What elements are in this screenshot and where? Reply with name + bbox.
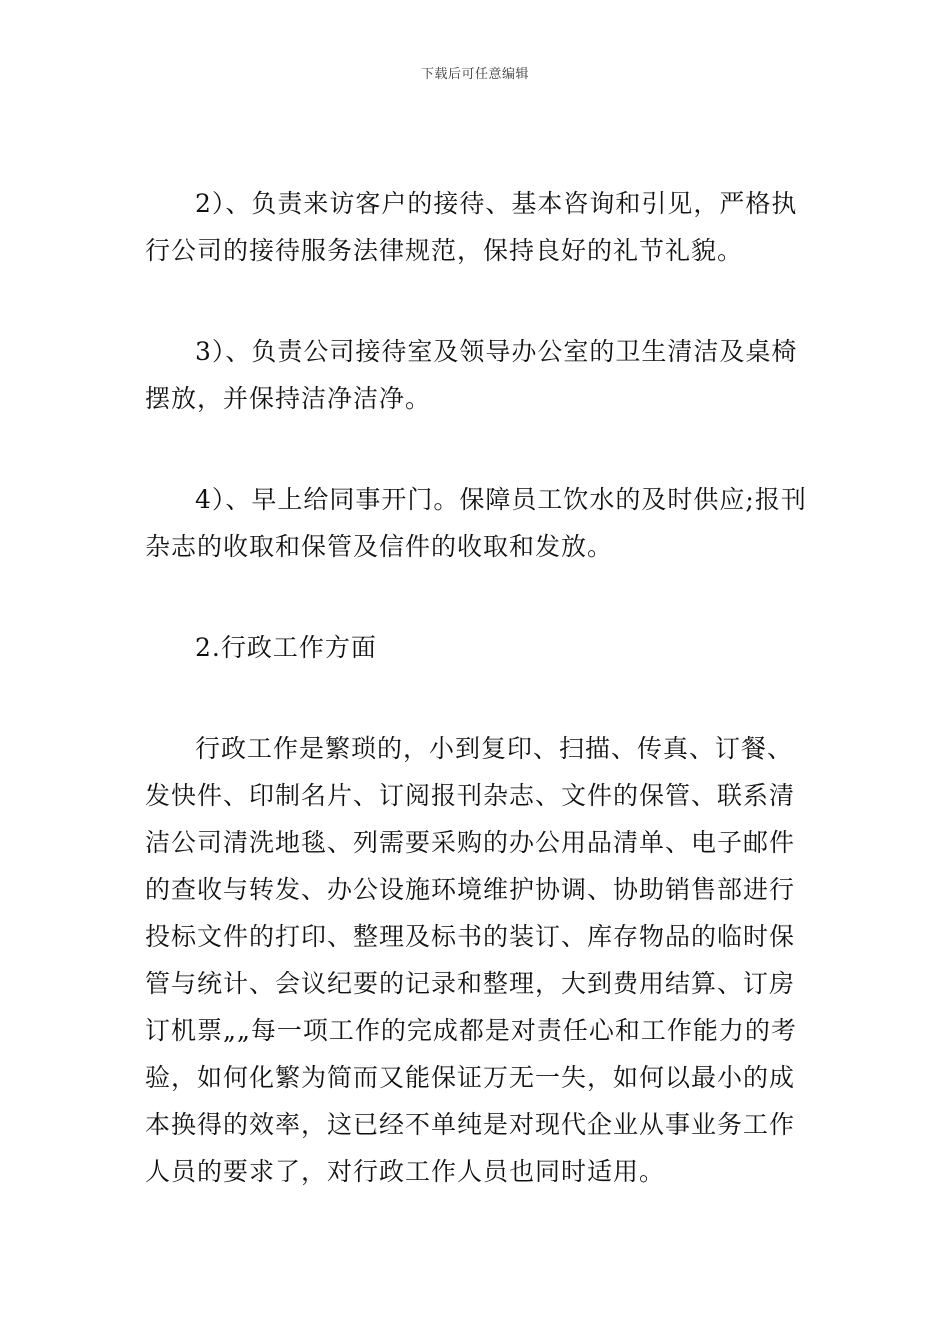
document-body — [145, 180, 810, 1195]
paragraph-gap — [145, 671, 810, 725]
paragraph-morning-duties: 4）、早上给同事开门。保障员工饮水的及时供应;报刊杂志的收取和保管及信件的收取和发放。 — [145, 485, 807, 561]
paragraph-gap — [145, 274, 810, 328]
page-header: 下载后可任意编辑 — [420, 67, 529, 82]
paragraph-gap — [145, 422, 810, 476]
section-heading-admin-work: 2.行政工作方面 — [195, 633, 377, 662]
paragraph-reception: 2）、负责来访客户的接待、基本咨询和引见，严格执行公司的接待服务法律规范，保持良好的礼节礼貌。 — [145, 189, 798, 265]
paragraph-gap — [145, 570, 810, 624]
paragraph-cleaning: 3）、负责公司接待室及领导办公室的卫生清洁及桌椅摆放，并保持洁净洁净。 — [145, 337, 798, 413]
paragraph-admin-work: 行政工作是繁琐的，小到复印、扫描、传真、订餐、发快件、印制名片、订阅报刊杂志、文件的保管、联系清洁公司清洗地毯、列需要采购的办公用品清单、电子邮件的查收与转发、办公设施环境维护协调、协助销售部进行投标文件的打印、整理及标书的装订、库存物品的临时保管与统计、会议纪要的记录和整理，大到费用结算、订房订机票„„每一项工作的完成都是对责任心和工作能力的考验，如何化繁为简而又能保证万无一失，如何以最小的成本换得的效率，这已经不单纯是对现代企业从事业务工作人员的要求了，对行政工作人员也同时适用。 — [145, 734, 797, 1186]
